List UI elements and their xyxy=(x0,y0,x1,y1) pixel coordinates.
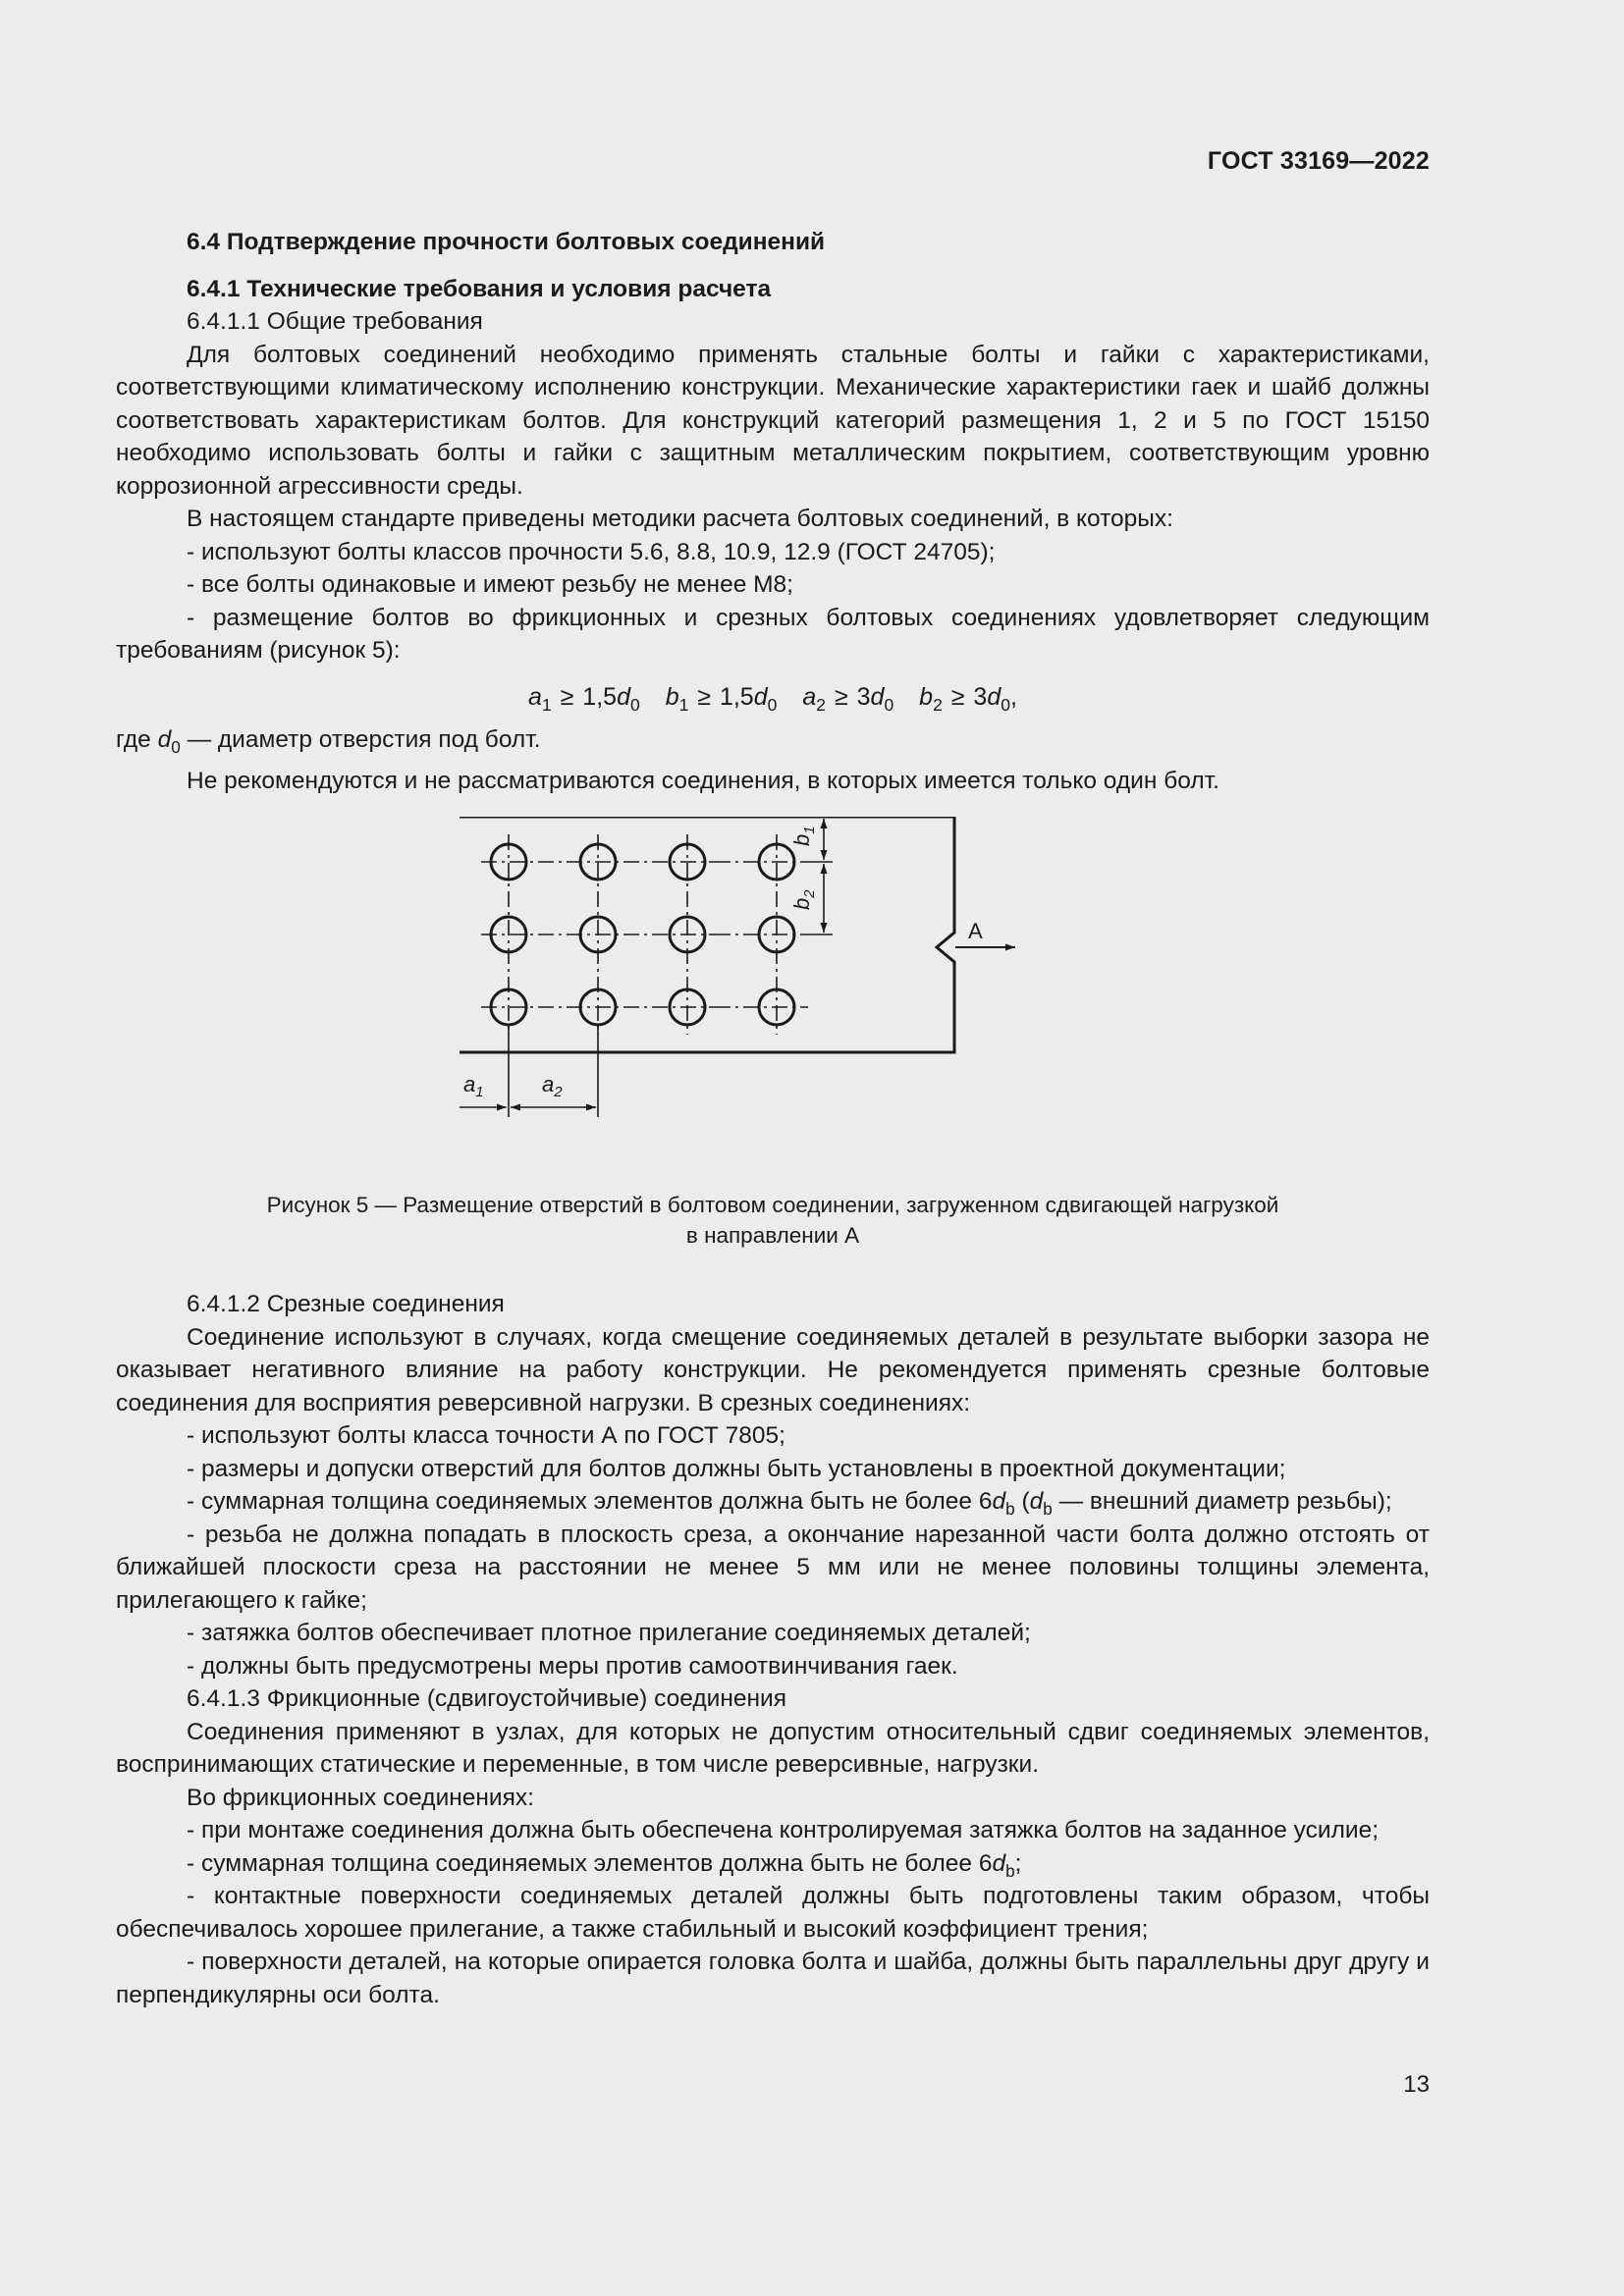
label-b2: $b_2$ xyxy=(789,889,818,910)
section-title: 6.4 Подтверждение прочности болтовых соединений xyxy=(187,229,826,255)
figure-caption: Рисунок 5 — Размещение отверстий в болтовом соединении, загруженном сдвигающей нагрузкой в направлении А xyxy=(266,1193,1279,1248)
list-item: - поверхности деталей, на которые опирается головка болта и шайба, должны быть параллельны друг другу и перпендикулярны оси болта. xyxy=(116,1949,1430,2008)
page-content xyxy=(116,226,1430,2011)
list-item: - суммарная толщина соединяемых элементов должна быть не более $6d_b$; xyxy=(187,1849,1022,1881)
list-item: - суммарная толщина соединяемых элементов должна быть не более $6d_b$ ($d_b$ — внешний диаметр резьбы); xyxy=(187,1488,1392,1519)
document-header: ГОСТ 33169—2022 xyxy=(1207,147,1430,175)
page-number: 13 xyxy=(1403,2071,1430,2098)
plate-outline xyxy=(460,817,954,1052)
subsubsection-title: 6.4.1.3 Фрикционные (сдвигоустойчивые) соединения xyxy=(187,1685,786,1712)
list-item: - размеры и допуски отверстий для болтов должны быть установлены в проектной документации; xyxy=(187,1455,1286,1482)
paragraph: Соединение используют в случаях, когда смещение соединяемых деталей в результате выборки зазора не оказывает негативного влияние на работу конструкции. Не рекомендуется применять срезные болтовые соединения для восприятия реверсивной нагрузки. В срезных соединениях: xyxy=(116,1323,1430,1416)
list-item: - используют болты классов прочности 5.6, 8.8, 10.9, 12.9 (ГОСТ 24705); xyxy=(187,538,996,565)
paragraph: Не рекомендуются и не рассматриваются соединения, в которых имеется только один болт. xyxy=(187,767,1219,794)
list-item: - все болты одинаковые и имеют резьбу не менее М8; xyxy=(187,571,793,598)
list-item: - при монтаже соединения должна быть обеспечена контролируемая затяжка болтов на заданное усилие; xyxy=(187,1817,1380,1843)
formula-explanation: где $d_0$ — диаметр отверстия под болт. xyxy=(116,726,541,757)
paragraph: В настоящем стандарте приведены методики расчета болтовых соединений, в которых: xyxy=(187,506,1173,532)
label-A: A xyxy=(968,919,983,943)
subsubsection-title: 6.4.1.1 Общие требования xyxy=(187,308,483,335)
paragraph: Для болтовых соединений необходимо применять стальные болты и гайки с характеристиками, соответствующими климатическому исполнению конструкции. Механические характеристики гаек и шайб должны соответствовать характеристикам болтов. Для конструкций категорий размещения 1, 2 и 5 по ГОСТ 15150 необходимо использовать болты и гайки с защитным металлическим покрытием, соответствующим уровню коррозионной агрессивности среды. xyxy=(116,341,1430,500)
bolt-layout-diagram xyxy=(460,817,1088,1131)
list-item: - используют болты класса точности А по ГОСТ 7805; xyxy=(187,1422,785,1449)
list-item: - должны быть предусмотрены меры против самоотвинчивания гаек. xyxy=(187,1652,958,1680)
label-b1: $b_1$ xyxy=(789,826,818,846)
dimension-a xyxy=(460,1025,598,1117)
list-item: - контактные поверхности соединяемых деталей должны быть подготовлены таким образом, чтобы обеспечивалось хорошее прилегание, а также стабильный и высокий коэффициент трения; xyxy=(116,1883,1430,1943)
paragraph: Во фрикционных соединениях: xyxy=(187,1784,534,1811)
list-item: - размещение болтов во фрикционных и срезных болтовых соединениях удовлетворяет следующим требованиям (рисунок 5): xyxy=(116,604,1430,664)
figure-bolt-layout xyxy=(116,817,1430,1190)
subsection-title: 6.4.1 Технические требования и условия расчета xyxy=(187,275,772,302)
label-a2: $a_2$ xyxy=(542,1072,563,1100)
label-a1: $a_1$ xyxy=(463,1072,484,1100)
list-item: - затяжка болтов обеспечивает плотное прилегание соединяемых деталей; xyxy=(187,1620,1031,1646)
spacing-formula: $a_1 \ge 1,5d_0$ $b_1 \ge 1,5d_0$ $a_2 \ge 3d_0$ $b_2 \ge 3d_0$, xyxy=(528,682,1017,715)
paragraph: Соединения применяют в узлах, для которых не допустим относительный сдвиг соединяемых элементов, воспринимающих статические и переменные, в том числе реверсивные, нагрузки. xyxy=(116,1718,1430,1778)
list-item: - резьба не должна попадать в плоскость среза, а окончание нарезанной части болта должно отстоять от ближайшей плоскости среза на расстоянии не менее 5 мм или не менее половины толщины элемента, прилегающего к гайке; xyxy=(116,1521,1430,1614)
subsubsection-title: 6.4.1.2 Срезные соединения xyxy=(187,1291,505,1317)
